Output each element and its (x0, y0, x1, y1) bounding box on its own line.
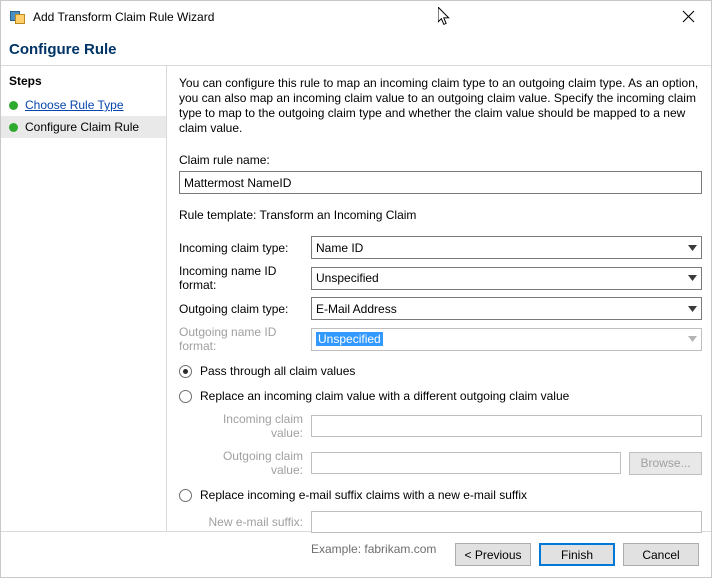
incoming-claim-type-row (179, 236, 702, 259)
incoming-claim-type-value: Name ID (316, 240, 364, 255)
incoming-claim-value-row (179, 412, 702, 440)
wizard-icon (10, 9, 26, 25)
incoming-name-id-format-value: Unspecified (316, 271, 379, 285)
claim-rule-name-input[interactable] (179, 171, 702, 194)
window-title: Add Transform Claim Rule Wizard (33, 10, 215, 24)
new-email-suffix-input (311, 511, 702, 533)
incoming-name-id-format-label: Incoming name ID format: (179, 264, 277, 292)
close-icon[interactable] (666, 1, 711, 32)
finish-button[interactable]: Finish (539, 543, 615, 566)
step-bullet-icon (9, 123, 18, 132)
outgoing-claim-type-value: E-Mail Address (316, 301, 397, 316)
option-replace-claim-value-label: Replace an incoming claim value with a different outgoing claim value (200, 389, 570, 403)
option-replace-claim-value-row[interactable] (179, 389, 702, 403)
outgoing-claim-value-input (311, 452, 621, 474)
sidebar-item-choose-rule-type[interactable] (1, 94, 166, 116)
step-label-choose-rule-type: Choose Rule Type (25, 98, 124, 112)
browse-button: Browse... (629, 452, 702, 475)
incoming-claim-value-label: Incoming claim value: (222, 412, 303, 440)
previous-button[interactable]: < Previous (455, 543, 531, 566)
step-bullet-icon (9, 101, 18, 110)
chevron-down-icon (684, 237, 701, 258)
intro-text: You can configure this rule to map an incoming claim type to an outgoing claim type. As an option, you can also map an incoming claim value to an outgoing claim value. Specify the incoming claim type to map to the outgoing claim type and whether the claim value should be mapped to a new claim value. (179, 76, 699, 135)
outgoing-name-id-format-label: Outgoing name ID format: (179, 325, 277, 353)
outgoing-claim-value-row (179, 449, 702, 477)
title-bar (1, 1, 711, 33)
sidebar-item-configure-claim-rule[interactable] (1, 116, 166, 138)
radio-replace-claim-value[interactable] (179, 390, 192, 403)
incoming-claim-type-label: Incoming claim type: (179, 240, 289, 255)
chevron-down-icon (684, 298, 701, 319)
option-pass-through-row[interactable] (179, 364, 702, 378)
option-pass-through-label: Pass through all claim values (200, 364, 356, 378)
outgoing-name-id-format-select (311, 328, 702, 351)
incoming-name-id-format-select[interactable] (311, 267, 702, 290)
outgoing-claim-type-select[interactable] (311, 297, 702, 320)
radio-replace-email-suffix[interactable] (179, 489, 192, 502)
outgoing-claim-type-row (179, 297, 702, 320)
incoming-claim-value-input (311, 415, 702, 437)
outgoing-name-id-format-row (179, 325, 702, 353)
radio-pass-through[interactable] (179, 365, 192, 378)
steps-title: Steps (9, 74, 42, 88)
option-replace-email-suffix-label: Replace incoming e-mail suffix claims with a new e-mail suffix (200, 488, 528, 502)
claim-rule-name-label: Claim rule name: (179, 153, 270, 167)
outgoing-claim-type-label: Outgoing claim type: (179, 301, 289, 316)
outgoing-name-id-format-value: Unspecified (318, 332, 381, 346)
new-email-suffix-row (179, 511, 702, 533)
step-label-configure-claim-rule: Configure Claim Rule (25, 120, 140, 134)
cancel-button[interactable]: Cancel (623, 543, 699, 566)
page-title: Configure Rule (1, 33, 711, 65)
chevron-down-icon (684, 268, 701, 289)
rule-template-text: Rule template: Transform an Incoming Claim (179, 208, 417, 222)
new-email-suffix-label: New e-mail suffix: (208, 515, 303, 529)
option-replace-email-suffix-row[interactable] (179, 488, 702, 502)
steps-panel (1, 66, 167, 531)
outgoing-claim-value-label: Outgoing claim value: (222, 449, 303, 477)
incoming-name-id-format-row (179, 264, 702, 292)
chevron-down-icon (684, 329, 701, 350)
incoming-claim-type-select[interactable] (311, 236, 702, 259)
example-text: Example: fabrikam.com (311, 542, 437, 556)
